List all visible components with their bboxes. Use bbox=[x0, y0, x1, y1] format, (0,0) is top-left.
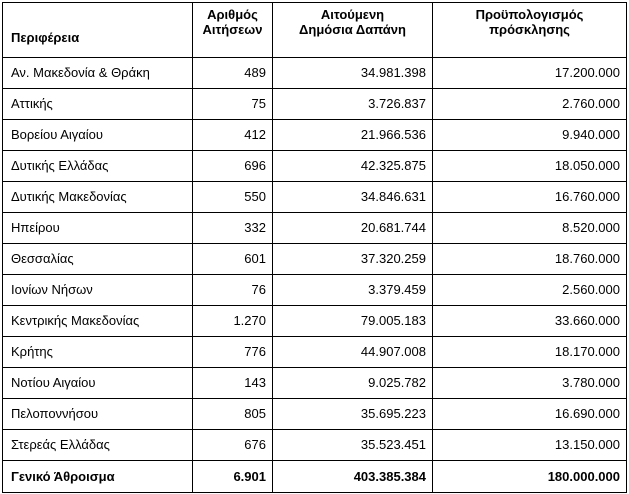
table-row bbox=[3, 120, 627, 151]
table-body bbox=[3, 58, 627, 461]
table-row bbox=[3, 244, 627, 275]
applications-cell: 332 bbox=[193, 213, 273, 244]
region-cell: Ιονίων Νήσων bbox=[3, 275, 193, 306]
budget-cell: 16.690.000 bbox=[433, 399, 627, 430]
total-budget-cell: 180.000.000 bbox=[433, 461, 627, 493]
applications-cell: 412 bbox=[193, 120, 273, 151]
budget-cell: 33.660.000 bbox=[433, 306, 627, 337]
region-cell: Θεσσαλίας bbox=[3, 244, 193, 275]
applications-cell: 601 bbox=[193, 244, 273, 275]
budget-cell: 8.520.000 bbox=[433, 213, 627, 244]
requested-cell: 79.005.183 bbox=[273, 306, 433, 337]
region-cell: Πελοποννήσου bbox=[3, 399, 193, 430]
requested-cell: 35.695.223 bbox=[273, 399, 433, 430]
region-cell: Κρήτης bbox=[3, 337, 193, 368]
total-requested-cell: 403.385.384 bbox=[273, 461, 433, 493]
header-budget bbox=[433, 3, 627, 58]
applications-cell: 1.270 bbox=[193, 306, 273, 337]
header-region bbox=[3, 3, 193, 58]
total-applications-cell: 6.901 bbox=[193, 461, 273, 493]
table-row bbox=[3, 89, 627, 120]
header-region-label: Περιφέρεια bbox=[11, 29, 80, 45]
table-header-row bbox=[3, 3, 627, 58]
region-cell: Νοτίου Αιγαίου bbox=[3, 368, 193, 399]
requested-cell: 3.379.459 bbox=[273, 275, 433, 306]
requested-cell: 37.320.259 bbox=[273, 244, 433, 275]
requested-cell: 21.966.536 bbox=[273, 120, 433, 151]
budget-cell: 18.760.000 bbox=[433, 244, 627, 275]
table-row bbox=[3, 275, 627, 306]
header-applications bbox=[193, 3, 273, 58]
applications-cell: 550 bbox=[193, 182, 273, 213]
regional-applications-table bbox=[2, 2, 627, 493]
table-row bbox=[3, 151, 627, 182]
header-applications-line-1: Αριθμός bbox=[207, 7, 258, 22]
region-cell: Βορείου Αιγαίου bbox=[3, 120, 193, 151]
applications-cell: 489 bbox=[193, 58, 273, 89]
budget-cell: 2.560.000 bbox=[433, 275, 627, 306]
region-cell: Αν. Μακεδονία & Θράκη bbox=[3, 58, 193, 89]
budget-cell: 18.170.000 bbox=[433, 337, 627, 368]
region-cell: Δυτικής Μακεδονίας bbox=[3, 182, 193, 213]
budget-cell: 3.780.000 bbox=[433, 368, 627, 399]
applications-cell: 805 bbox=[193, 399, 273, 430]
table-row bbox=[3, 306, 627, 337]
budget-cell: 2.760.000 bbox=[433, 89, 627, 120]
region-cell: Στερεάς Ελλάδας bbox=[3, 430, 193, 461]
applications-cell: 75 bbox=[193, 89, 273, 120]
budget-cell: 17.200.000 bbox=[433, 58, 627, 89]
region-cell: Κεντρικής Μακεδονίας bbox=[3, 306, 193, 337]
header-requested-line-2: Δημόσια Δαπάνη bbox=[299, 22, 406, 37]
applications-cell: 143 bbox=[193, 368, 273, 399]
applications-cell: 76 bbox=[193, 275, 273, 306]
table-row bbox=[3, 58, 627, 89]
requested-cell: 34.846.631 bbox=[273, 182, 433, 213]
budget-cell: 16.760.000 bbox=[433, 182, 627, 213]
requested-cell: 3.726.837 bbox=[273, 89, 433, 120]
table-row bbox=[3, 182, 627, 213]
applications-cell: 696 bbox=[193, 151, 273, 182]
table-row bbox=[3, 213, 627, 244]
header-budget-line-2: πρόσκλησης bbox=[489, 22, 570, 37]
header-requested bbox=[273, 3, 433, 58]
requested-cell: 9.025.782 bbox=[273, 368, 433, 399]
requested-cell: 44.907.008 bbox=[273, 337, 433, 368]
budget-cell: 18.050.000 bbox=[433, 151, 627, 182]
requested-cell: 34.981.398 bbox=[273, 58, 433, 89]
table-row bbox=[3, 430, 627, 461]
requested-cell: 20.681.744 bbox=[273, 213, 433, 244]
budget-cell: 9.940.000 bbox=[433, 120, 627, 151]
header-applications-line-2: Αιτήσεων bbox=[202, 22, 263, 37]
requested-cell: 42.325.875 bbox=[273, 151, 433, 182]
table-row bbox=[3, 368, 627, 399]
table-row bbox=[3, 337, 627, 368]
header-budget-line-1: Προϋπολογισμός bbox=[475, 7, 584, 22]
total-region-cell: Γενικό Άθροισμα bbox=[3, 461, 193, 493]
applications-cell: 776 bbox=[193, 337, 273, 368]
header-requested-line-1: Αιτούμενη bbox=[320, 7, 385, 22]
budget-cell: 13.150.000 bbox=[433, 430, 627, 461]
region-cell: Αττικής bbox=[3, 89, 193, 120]
total-row bbox=[3, 461, 627, 493]
region-cell: Ηπείρου bbox=[3, 213, 193, 244]
table-row bbox=[3, 399, 627, 430]
region-cell: Δυτικής Ελλάδας bbox=[3, 151, 193, 182]
applications-cell: 676 bbox=[193, 430, 273, 461]
requested-cell: 35.523.451 bbox=[273, 430, 433, 461]
